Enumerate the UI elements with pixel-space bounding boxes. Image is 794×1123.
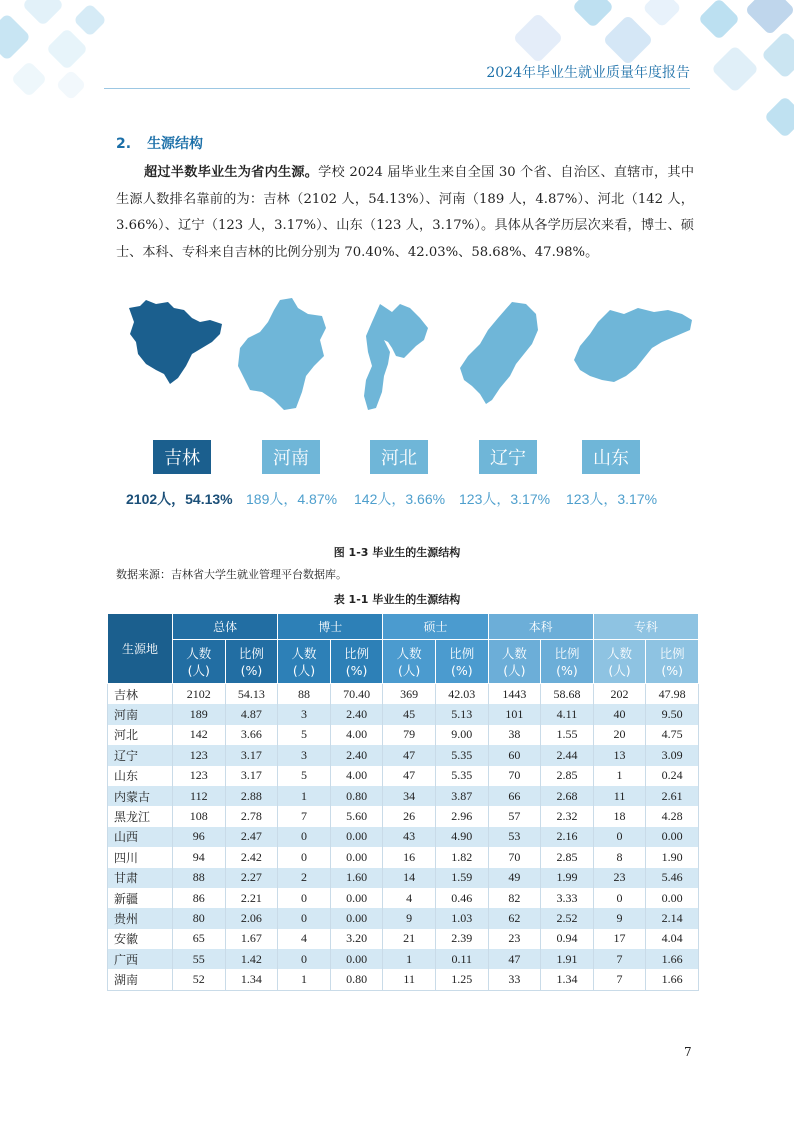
table-caption: 表 1-1 毕业生的生源结构 (333, 593, 461, 606)
decoration-diamond (711, 45, 759, 93)
table-cell: 1.42 (225, 949, 278, 969)
table-cell: 34 (383, 786, 436, 806)
section-heading (116, 133, 203, 153)
province-label-henan: 河南 (262, 440, 320, 474)
table-cell: 2.40 (330, 745, 383, 765)
table-cell: 1.67 (225, 929, 278, 949)
table-row (108, 908, 699, 928)
table-cell: 47.98 (646, 684, 699, 705)
table-cell: 0.00 (330, 888, 383, 908)
table-cell: 2.47 (225, 827, 278, 847)
table-cell: 47 (383, 745, 436, 765)
table-cell: 0 (278, 827, 331, 847)
table-cell: 60 (488, 745, 541, 765)
table-cell: 2.78 (225, 806, 278, 826)
hebei-map-shape (358, 300, 434, 414)
table-cell: 3.20 (330, 929, 383, 949)
table-cell: 5.60 (330, 806, 383, 826)
table-cell: 0.80 (330, 786, 383, 806)
table-cell: 2.61 (646, 786, 699, 806)
table-cell: 1.66 (646, 949, 699, 969)
row-label: 安徽 (108, 929, 173, 949)
table-cell: 33 (488, 969, 541, 990)
table-cell: 9 (383, 908, 436, 928)
table-cell: 0 (278, 888, 331, 908)
subheader-percent: 比例 (%) (225, 640, 278, 684)
row-label: 湖南 (108, 969, 173, 990)
table-cell: 2.85 (541, 766, 594, 786)
table-row (108, 806, 699, 826)
table-cell: 1.55 (541, 725, 594, 745)
group-header-college: 专科 (593, 614, 698, 640)
table-cell: 2.68 (541, 786, 594, 806)
province-stat-hebei: 142人，3.66% (354, 491, 446, 507)
row-header-origin: 生源地 (108, 614, 173, 684)
liaoning-map-shape (456, 298, 540, 406)
group-header-bachelor: 本科 (488, 614, 593, 640)
table-cell: 13 (593, 745, 646, 765)
table-cell: 1.99 (541, 868, 594, 888)
table-row (108, 725, 699, 745)
subheader-percent: 比例 (%) (541, 640, 594, 684)
table-cell: 4.87 (225, 704, 278, 724)
table-cell: 80 (173, 908, 226, 928)
decoration-diamond (46, 28, 88, 70)
table-cell: 101 (488, 704, 541, 724)
province-stat-shandong: 123人，3.17% (566, 491, 658, 507)
table-cell: 9.50 (646, 704, 699, 724)
table-cell: 112 (173, 786, 226, 806)
table-cell: 0.94 (541, 929, 594, 949)
decoration-diamond (603, 15, 654, 66)
group-header-master: 硕士 (383, 614, 488, 640)
row-label: 贵州 (108, 908, 173, 928)
table-row (108, 827, 699, 847)
table-cell: 0.00 (646, 888, 699, 908)
table-row (108, 868, 699, 888)
decoration-diamond (22, 0, 64, 26)
table-cell: 53 (488, 827, 541, 847)
table-row (108, 684, 699, 705)
table-cell: 2 (278, 868, 331, 888)
table-row (108, 888, 699, 908)
table-cell: 2.27 (225, 868, 278, 888)
table-cell: 123 (173, 745, 226, 765)
row-label: 河北 (108, 725, 173, 745)
table-cell: 1.34 (541, 969, 594, 990)
table-cell: 2.06 (225, 908, 278, 928)
province-label-jilin: 吉林 (153, 440, 211, 474)
table-cell: 2.21 (225, 888, 278, 908)
table-cell: 18 (593, 806, 646, 826)
table-cell: 2.52 (541, 908, 594, 928)
table-cell: 54.13 (225, 684, 278, 705)
table-cell: 79 (383, 725, 436, 745)
table-row (108, 745, 699, 765)
table-cell: 1.82 (435, 847, 488, 867)
row-label: 山西 (108, 827, 173, 847)
table-cell: 108 (173, 806, 226, 826)
table-row (108, 766, 699, 786)
table-cell: 38 (488, 725, 541, 745)
table-cell: 17 (593, 929, 646, 949)
table-cell: 9 (593, 908, 646, 928)
table-row (108, 786, 699, 806)
subheader-count: 人数 (人) (383, 640, 436, 684)
table-cell: 21 (383, 929, 436, 949)
province-label-liaoning: 辽宁 (479, 440, 537, 474)
table-cell: 94 (173, 847, 226, 867)
table-cell: 1.34 (225, 969, 278, 990)
table-cell: 4.75 (646, 725, 699, 745)
table-cell: 7 (278, 806, 331, 826)
figure-caption: 图 1-3 毕业生的生源结构 (333, 546, 461, 559)
decoration-diamond (513, 13, 564, 64)
table-cell: 1 (383, 949, 436, 969)
table-cell: 2102 (173, 684, 226, 705)
table-cell: 369 (383, 684, 436, 705)
table-cell: 2.44 (541, 745, 594, 765)
section-title: 生源结构 (147, 136, 204, 152)
subheader-count: 人数 (人) (593, 640, 646, 684)
subheader-count: 人数 (人) (278, 640, 331, 684)
decoration-diamond (698, 0, 740, 40)
table-cell: 2.39 (435, 929, 488, 949)
table-cell: 1443 (488, 684, 541, 705)
table-cell: 62 (488, 908, 541, 928)
table-cell: 0.24 (646, 766, 699, 786)
table-cell: 1.90 (646, 847, 699, 867)
table-cell: 5 (278, 766, 331, 786)
row-label: 新疆 (108, 888, 173, 908)
table-cell: 123 (173, 766, 226, 786)
table-cell: 3.66 (225, 725, 278, 745)
page-number: 7 (684, 1045, 692, 1059)
table-cell: 1.66 (646, 969, 699, 990)
decoration-diamond (761, 31, 794, 79)
table-cell: 0.00 (330, 908, 383, 928)
table-cell: 0 (593, 888, 646, 908)
table-cell: 0.00 (330, 847, 383, 867)
table-row (108, 949, 699, 969)
section-number: 2. (116, 136, 132, 152)
table-cell: 47 (488, 949, 541, 969)
subheader-count: 人数 (人) (488, 640, 541, 684)
table-cell: 88 (278, 684, 331, 705)
table-cell: 1.03 (435, 908, 488, 928)
table-cell: 0.80 (330, 969, 383, 990)
table-cell: 40 (593, 704, 646, 724)
table-cell: 1 (278, 786, 331, 806)
table-cell: 2.32 (541, 806, 594, 826)
table-cell: 86 (173, 888, 226, 908)
table-cell: 2.16 (541, 827, 594, 847)
table-row (108, 969, 699, 990)
table-cell: 47 (383, 766, 436, 786)
province-stat-jilin: 2102人，54.13% (126, 491, 233, 507)
table-cell: 4.00 (330, 766, 383, 786)
table-cell: 2.88 (225, 786, 278, 806)
table-cell: 11 (593, 786, 646, 806)
row-label: 河南 (108, 704, 173, 724)
decoration-diamond (0, 13, 31, 61)
table-cell: 4.28 (646, 806, 699, 826)
table-cell: 49 (488, 868, 541, 888)
header-rule (104, 88, 690, 89)
table-cell: 0 (278, 847, 331, 867)
table-cell: 5 (278, 725, 331, 745)
row-label: 吉林 (108, 684, 173, 705)
table-cell: 70.40 (330, 684, 383, 705)
table-cell: 2.85 (541, 847, 594, 867)
province-label-hebei: 河北 (370, 440, 428, 474)
table-cell: 1.91 (541, 949, 594, 969)
table-cell: 1.60 (330, 868, 383, 888)
table-cell: 4.90 (435, 827, 488, 847)
jilin-map-shape (126, 298, 226, 386)
table-cell: 0 (593, 827, 646, 847)
table-cell: 23 (488, 929, 541, 949)
table-cell: 70 (488, 766, 541, 786)
paragraph-lead: 超过半数毕业生为省内生源。 (144, 165, 319, 180)
table-row (108, 929, 699, 949)
table-cell: 1.59 (435, 868, 488, 888)
decoration-diamond (764, 96, 794, 138)
table-cell: 23 (593, 868, 646, 888)
table-cell: 5.13 (435, 704, 488, 724)
table-cell: 7 (593, 949, 646, 969)
table-cell: 45 (383, 704, 436, 724)
table-cell: 2.14 (646, 908, 699, 928)
table-cell: 4 (278, 929, 331, 949)
table-cell: 189 (173, 704, 226, 724)
table-cell: 11 (383, 969, 436, 990)
table-cell: 3 (278, 745, 331, 765)
table-cell: 2.42 (225, 847, 278, 867)
group-header-phd: 博士 (278, 614, 383, 640)
subheader-percent: 比例 (%) (435, 640, 488, 684)
table-cell: 0.11 (435, 949, 488, 969)
table-cell: 7 (593, 969, 646, 990)
table-cell: 4.04 (646, 929, 699, 949)
table-cell: 4 (383, 888, 436, 908)
table-cell: 9.00 (435, 725, 488, 745)
table-cell: 52 (173, 969, 226, 990)
row-label: 辽宁 (108, 745, 173, 765)
table-cell: 66 (488, 786, 541, 806)
table-row (108, 704, 699, 724)
decoration-diamond (642, 0, 682, 28)
table-cell: 57 (488, 806, 541, 826)
table-cell: 55 (173, 949, 226, 969)
table-cell: 142 (173, 725, 226, 745)
row-label: 甘肃 (108, 868, 173, 888)
row-label: 内蒙古 (108, 786, 173, 806)
table-cell: 5.46 (646, 868, 699, 888)
table-cell: 1.25 (435, 969, 488, 990)
row-label: 广西 (108, 949, 173, 969)
decoration-diamond (745, 0, 794, 35)
table-cell: 3.09 (646, 745, 699, 765)
table-cell: 58.68 (541, 684, 594, 705)
origin-structure-table (107, 613, 699, 991)
table-cell: 14 (383, 868, 436, 888)
table-row (108, 847, 699, 867)
table-cell: 1 (593, 766, 646, 786)
table-cell: 96 (173, 827, 226, 847)
table-cell: 3.17 (225, 745, 278, 765)
table-cell: 2.40 (330, 704, 383, 724)
table-cell: 202 (593, 684, 646, 705)
decoration-diamond (11, 61, 48, 98)
body-paragraph (116, 160, 694, 266)
table-cell: 8 (593, 847, 646, 867)
subheader-percent: 比例 (%) (330, 640, 383, 684)
table-cell: 0.46 (435, 888, 488, 908)
group-header-total: 总体 (173, 614, 278, 640)
table-cell: 5.35 (435, 766, 488, 786)
shandong-map-shape (570, 304, 694, 384)
table-cell: 0.00 (646, 827, 699, 847)
subheader-count: 人数 (人) (173, 640, 226, 684)
table-cell: 20 (593, 725, 646, 745)
table-cell: 42.03 (435, 684, 488, 705)
report-header-title: 2024年毕业生就业质量年度报告 (486, 65, 690, 81)
subheader-percent: 比例 (%) (646, 640, 699, 684)
table-cell: 5.35 (435, 745, 488, 765)
table-cell: 4.11 (541, 704, 594, 724)
row-label: 黑龙江 (108, 806, 173, 826)
province-stat-liaoning: 123人，3.17% (459, 491, 551, 507)
table-cell: 3.87 (435, 786, 488, 806)
decoration-diamond (55, 69, 86, 100)
row-label: 山东 (108, 766, 173, 786)
decoration-diamond (572, 0, 614, 28)
table-cell: 3.17 (225, 766, 278, 786)
table-cell: 2.96 (435, 806, 488, 826)
table-cell: 0 (278, 908, 331, 928)
province-stat-henan: 189人，4.87% (246, 491, 338, 507)
data-source-note: 数据来源：吉林省大学生就业管理平台数据库。 (116, 568, 347, 581)
table-cell: 65 (173, 929, 226, 949)
table-cell: 3 (278, 704, 331, 724)
table-cell: 82 (488, 888, 541, 908)
table-cell: 26 (383, 806, 436, 826)
table-cell: 3.33 (541, 888, 594, 908)
province-label-shandong: 山东 (582, 440, 640, 474)
table-cell: 1 (278, 969, 331, 990)
paragraph-body: 学校 2024 届毕业生来自全国 30 个省、自治区、直辖市，其中生源人数排名靠前的为：吉林（2102 人，54.13%）、河南（189 人，4.87%）、河北（142 人，3.66%）、辽宁（123 人，3.17%）、山东（123 人，3.17%）。具体从各学历层次来看，博士、硕士、本科、专科来自吉林的比例分别为 70.40%、42.03%、58.68%、47.98%。 (116, 165, 695, 260)
table-cell: 70 (488, 847, 541, 867)
table-cell: 43 (383, 827, 436, 847)
table-cell: 88 (173, 868, 226, 888)
table-cell: 16 (383, 847, 436, 867)
table-cell: 4.00 (330, 725, 383, 745)
decoration-diamond (73, 3, 107, 37)
henan-map-shape (236, 296, 328, 412)
table-cell: 0 (278, 949, 331, 969)
row-label: 四川 (108, 847, 173, 867)
table-cell: 0.00 (330, 827, 383, 847)
table-cell: 0.00 (330, 949, 383, 969)
